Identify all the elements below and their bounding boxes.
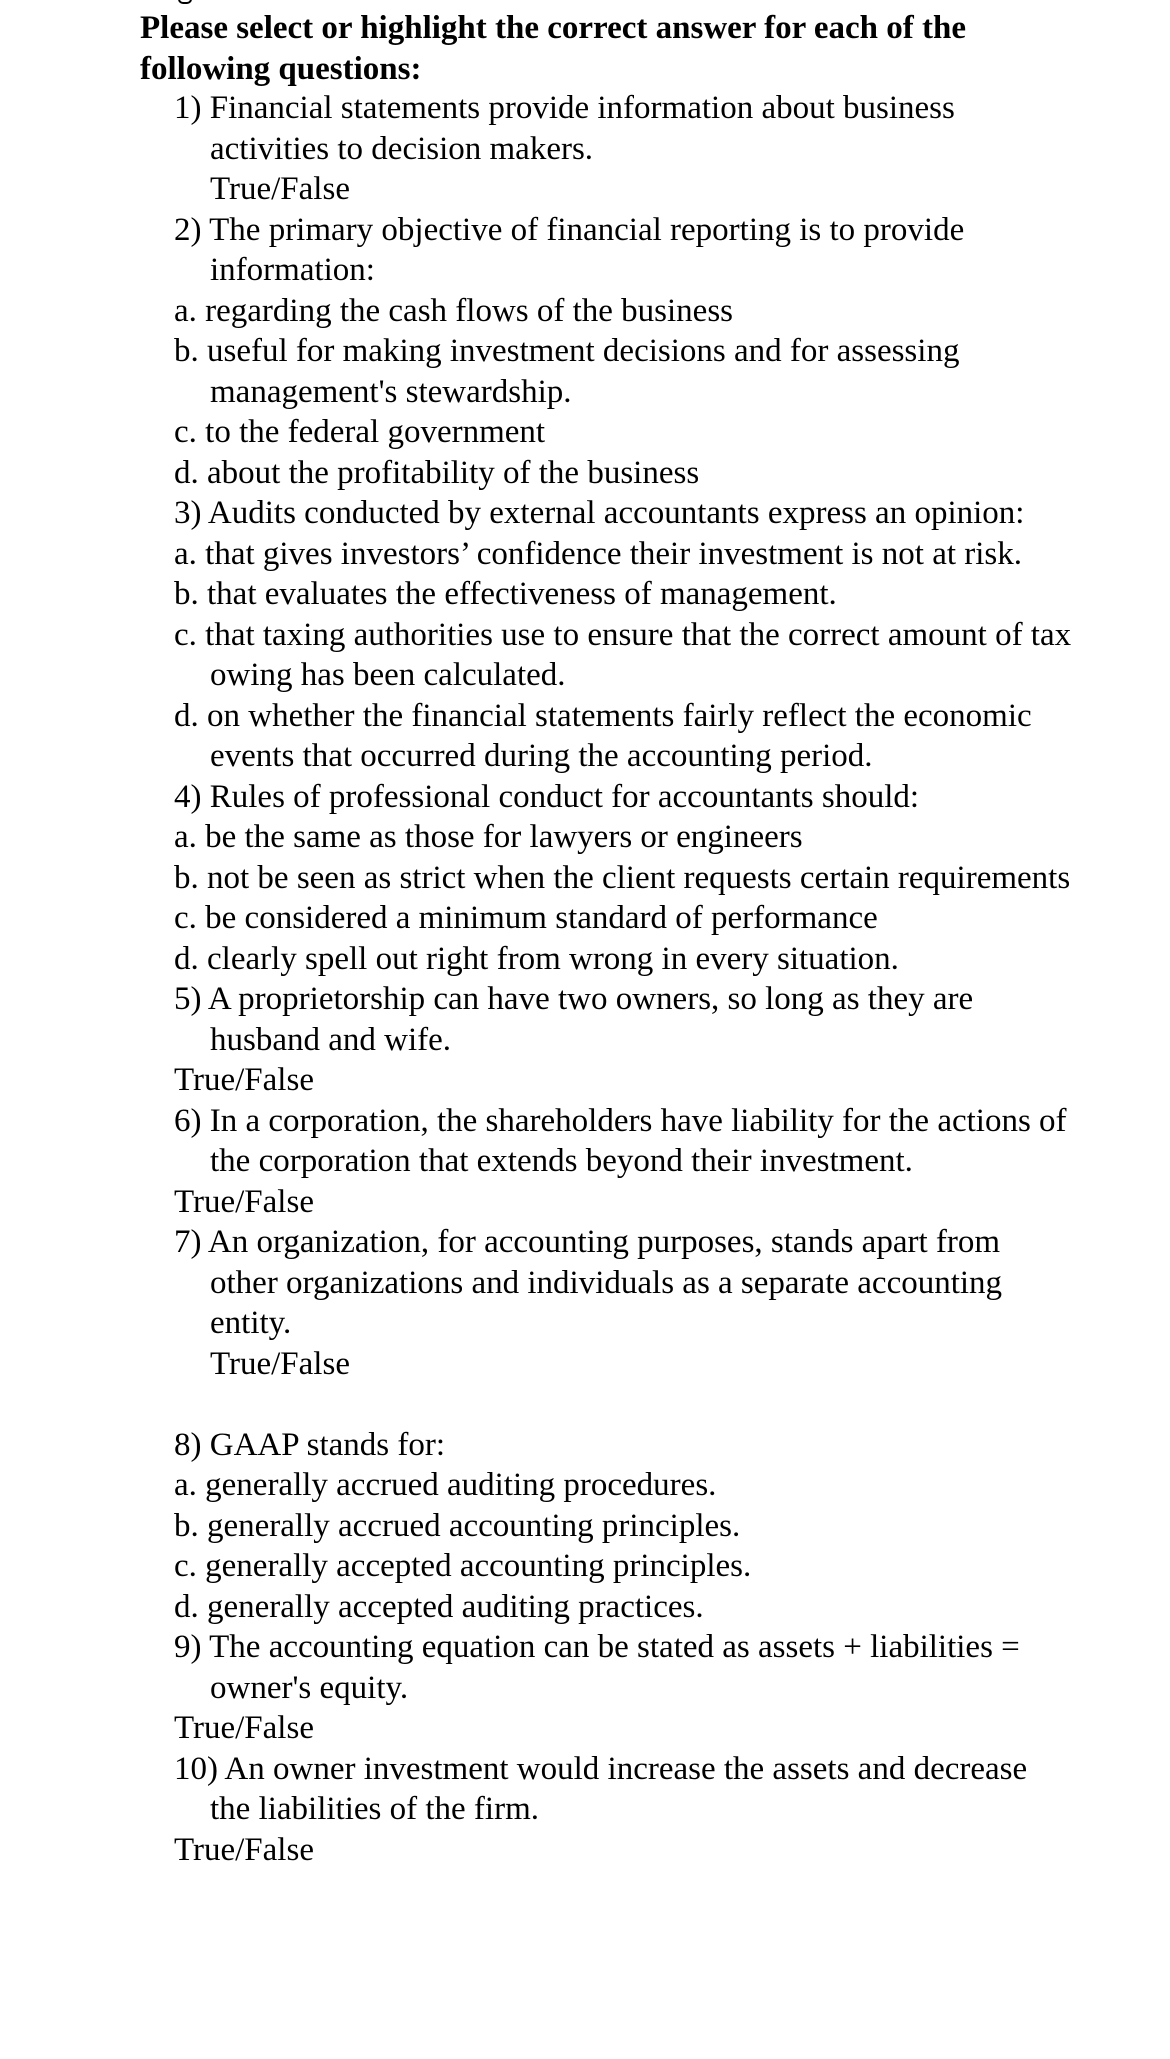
option-d[interactable]: d. generally accepted auditing practices. (174, 1588, 704, 1625)
question-9 (174, 1627, 1074, 1749)
option-c[interactable]: c. be considered a minimum standard of performance (174, 900, 878, 936)
option-a[interactable]: a. regarding the cash flows of the business (174, 292, 734, 329)
true-false-choice[interactable]: True/False (174, 1831, 314, 1868)
question-text: 3) Audits conducted by external accountants express an opinion: (174, 495, 1025, 531)
question-text: 2) The primary objective of financial reporting is to provide information: (174, 211, 965, 288)
question-text: 7) An organization, for accounting purposes, stands apart from other organizations and individuals as a separate accounting entity. (174, 1224, 1003, 1341)
question-5 (174, 979, 1074, 1101)
question-4 (174, 777, 1074, 980)
question-6 (174, 1101, 1074, 1223)
question-text: 1) Financial statements provide information about business activities to decision makers. (174, 90, 955, 167)
option-d[interactable]: d. on whether the financial statements fairly reflect the economic events that occurred during the accounting period. (174, 697, 1032, 774)
instructions-heading: Please select or highlight the correct answer for each of the following questions: (140, 10, 967, 87)
question-text: 10) An owner investment would increase the assets and decrease the liabilities of the firm. (174, 1750, 1028, 1827)
question-2 (174, 210, 1074, 494)
cropped-glyph-artifact (178, 0, 192, 4)
question-3 (174, 493, 1074, 777)
option-a[interactable]: a. generally accrued auditing procedures. (174, 1467, 717, 1503)
option-d[interactable]: d. clearly spell out right from wrong in every situation. (174, 940, 899, 977)
question-text: 8) GAAP stands for: (174, 1426, 446, 1463)
question-text: 6) In a corporation, the shareholders have liability for the actions of the corporation that extends beyond their investment. (174, 1102, 1067, 1179)
option-c[interactable]: c. generally accepted accounting principles. (174, 1548, 752, 1584)
option-b[interactable]: b. useful for making investment decisions and for assessing management's stewardship. (174, 333, 960, 410)
question-10 (174, 1749, 1074, 1871)
option-c[interactable]: c. to the federal government (174, 414, 546, 450)
question-text: 9) The accounting equation can be stated as assets + liabilities = owner's equity. (174, 1629, 1020, 1706)
option-b[interactable]: b. not be seen as strict when the client requests certain requirements (174, 859, 1071, 896)
question-7 (174, 1222, 1074, 1384)
question-8 (174, 1425, 1074, 1628)
option-d[interactable]: d. about the profitability of the business (174, 454, 700, 491)
true-false-choice[interactable]: True/False (174, 1183, 314, 1220)
option-a[interactable]: a. that gives investors’ confidence their investment is not at risk. (174, 535, 1023, 572)
question-text: 5) A proprietorship can have two owners, so long as they are husband and wife. (174, 981, 974, 1058)
true-false-choice[interactable]: True/False (210, 171, 350, 207)
question-text: 4) Rules of professional conduct for accountants should: (174, 778, 920, 815)
true-false-choice[interactable]: True/False (174, 1062, 314, 1098)
option-c[interactable]: c. that taxing authorities use to ensure that the correct amount of tax owing has been calculated. (174, 616, 1072, 693)
option-a[interactable]: a. be the same as those for lawyers or engineers (174, 819, 803, 855)
option-b[interactable]: b. that evaluates the effectiveness of management. (174, 576, 837, 612)
question-list (174, 88, 1074, 1870)
spacer (174, 1384, 1074, 1425)
true-false-choice[interactable]: True/False (210, 1345, 350, 1382)
option-b[interactable]: b. generally accrued accounting principles. (174, 1507, 741, 1544)
question-1 (174, 88, 1074, 210)
true-false-choice[interactable]: True/False (174, 1710, 314, 1746)
